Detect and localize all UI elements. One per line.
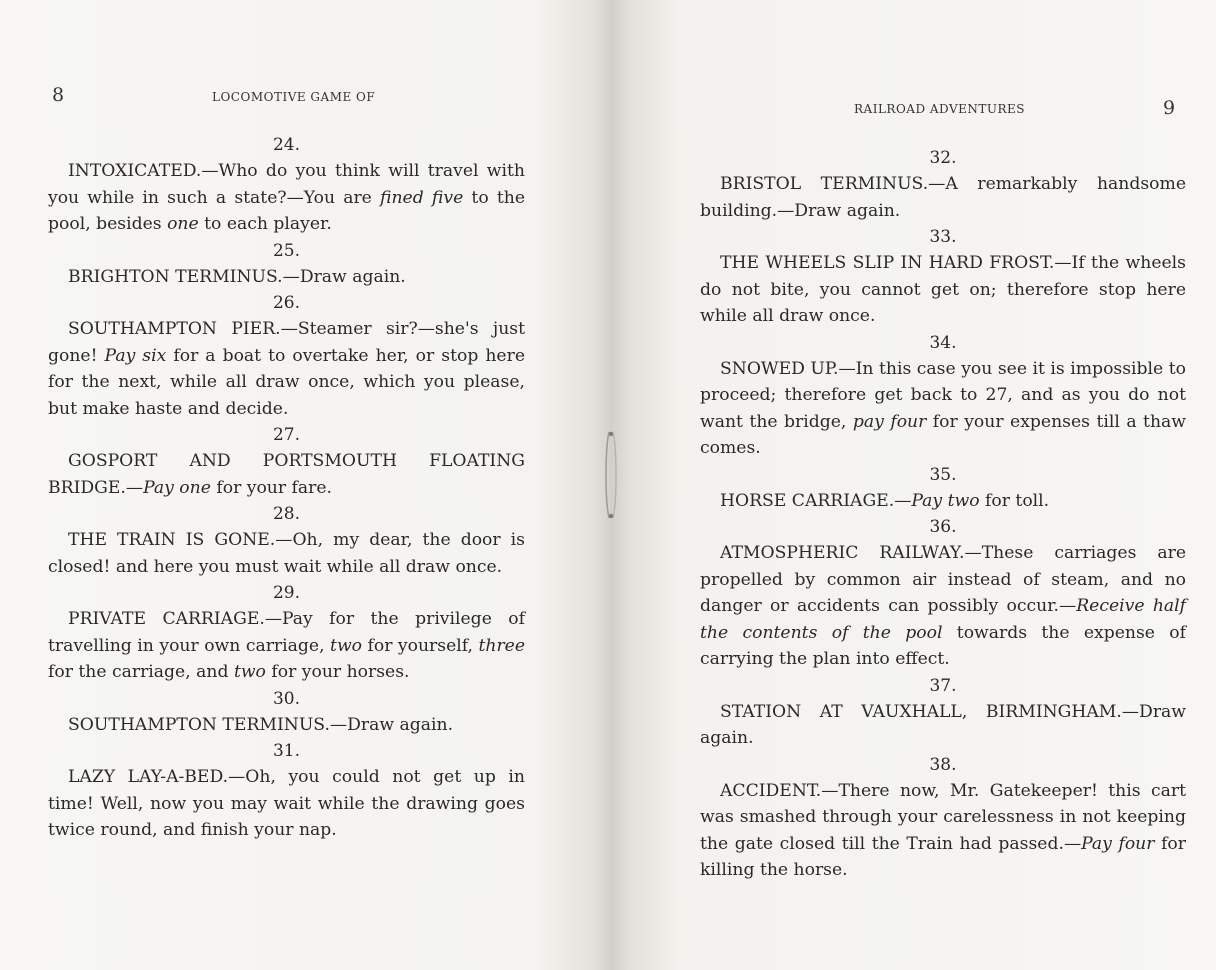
entry-text: ACCIDENT.—There now, Mr. Gatekeeper! this cart was smashed through your carelessness in not keeping the gate closed till the Train had passed.—Pay four for killing the horse. bbox=[700, 780, 1186, 880]
entry-number: 36. bbox=[929, 517, 957, 537]
right-entry-38 bbox=[700, 752, 1186, 884]
running-head-right: RAILROAD ADVENTURES bbox=[854, 102, 1026, 116]
entry-text: THE WHEELS SLIP IN HARD FROST.—If the wheels do not bite, you cannot get on; therefore stop here while all draw once. bbox=[700, 253, 1186, 326]
right-entry-34 bbox=[700, 330, 1186, 462]
entry-text: THE TRAIN IS GONE.—Oh, my dear, the door is closed! and here you must wait while all draw once. bbox=[48, 530, 525, 577]
right-entry-33 bbox=[700, 224, 1186, 330]
binding-thread bbox=[603, 430, 619, 520]
entry-number: 31. bbox=[272, 741, 301, 761]
entry-text: SNOWED UP.—In this case you see it is impossible to proceed; therefore get back to 27, and as you do not want the bridge, pay four for your expenses till a thaw comes. bbox=[700, 358, 1186, 458]
entry-text: INTOXICATED.—Who do you think will travel with you while in such a state?—You are fined five to the pool, besides one to each player. bbox=[48, 161, 525, 234]
entry-text: PRIVATE CARRIAGE.—Pay for the privilege of travelling in your own carriage, two for yourself, three for the carriage, and two for your horses. bbox=[48, 609, 526, 682]
right-entry-36 bbox=[700, 514, 1186, 673]
left-entry-25 bbox=[48, 238, 525, 291]
entry-number: 27. bbox=[272, 425, 301, 445]
left-entries bbox=[48, 132, 525, 844]
right-page bbox=[610, 0, 1216, 970]
entry-text: STATION AT VAUXHALL, BIRMINGHAM.—Draw again. bbox=[700, 701, 1186, 748]
entry-text: GOSPORT AND PORTSMOUTH FLOATING BRIDGE.—Pay one for your fare. bbox=[48, 451, 525, 498]
entry-number: 34. bbox=[929, 332, 957, 353]
left-entry-30 bbox=[48, 686, 525, 739]
right-entries bbox=[700, 145, 1186, 884]
entry-number: 24. bbox=[272, 135, 301, 155]
entry-text: ATMOSPHERIC RAILWAY.—These carriages are propelled by common air instead of steam, and no danger or accidents can possibly occur.—Receive half the contents of the pool towards the expense of carrying the plan into effect. bbox=[700, 543, 1186, 669]
entry-number: 38. bbox=[929, 754, 957, 775]
entry-number: 25. bbox=[272, 240, 301, 261]
left-entry-31 bbox=[48, 738, 525, 844]
right-entry-37 bbox=[700, 673, 1186, 752]
left-entry-24 bbox=[48, 132, 525, 238]
right-entry-35 bbox=[700, 462, 1186, 515]
right-entry-32 bbox=[700, 145, 1186, 224]
entry-text: BRISTOL TERMINUS.—A remarkably handsome building.—Draw again. bbox=[700, 174, 1186, 221]
page-number-right: 9 bbox=[1163, 97, 1176, 119]
entry-number: 32. bbox=[929, 148, 957, 168]
entry-number: 35. bbox=[929, 464, 957, 485]
entry-text: LAZY LAY-A-BED.—Oh, you could not get up in time! Well, now you may wait while the drawing goes twice round, and finish your nap. bbox=[48, 767, 525, 840]
entry-number: 37. bbox=[929, 675, 957, 696]
left-entry-27 bbox=[48, 422, 525, 501]
left-entry-26 bbox=[48, 290, 525, 422]
running-head-left: LOCOMOTIVE GAME OF bbox=[212, 90, 376, 104]
entry-number: 29. bbox=[272, 583, 301, 603]
entry-text: SOUTHAMPTON PIER.—Steamer sir?—she's just gone! Pay six for a boat to overtake her, or stop here for the next, while all draw once, which you please, but make haste and decide. bbox=[48, 319, 525, 419]
entry-number: 26. bbox=[272, 293, 301, 313]
entry-text: BRIGHTON TERMINUS.—Draw again. bbox=[68, 266, 406, 287]
entry-number: 33. bbox=[929, 227, 957, 247]
entry-text: SOUTHAMPTON TERMINUS.—Draw again. bbox=[68, 714, 454, 735]
entry-number: 28. bbox=[272, 504, 301, 524]
left-entry-29 bbox=[48, 580, 525, 686]
left-entry-28 bbox=[48, 501, 525, 580]
entry-number: 30. bbox=[272, 688, 301, 709]
entry-text: HORSE CARRIAGE.—Pay two for toll. bbox=[720, 490, 1050, 511]
page-number-left: 8 bbox=[52, 84, 65, 106]
